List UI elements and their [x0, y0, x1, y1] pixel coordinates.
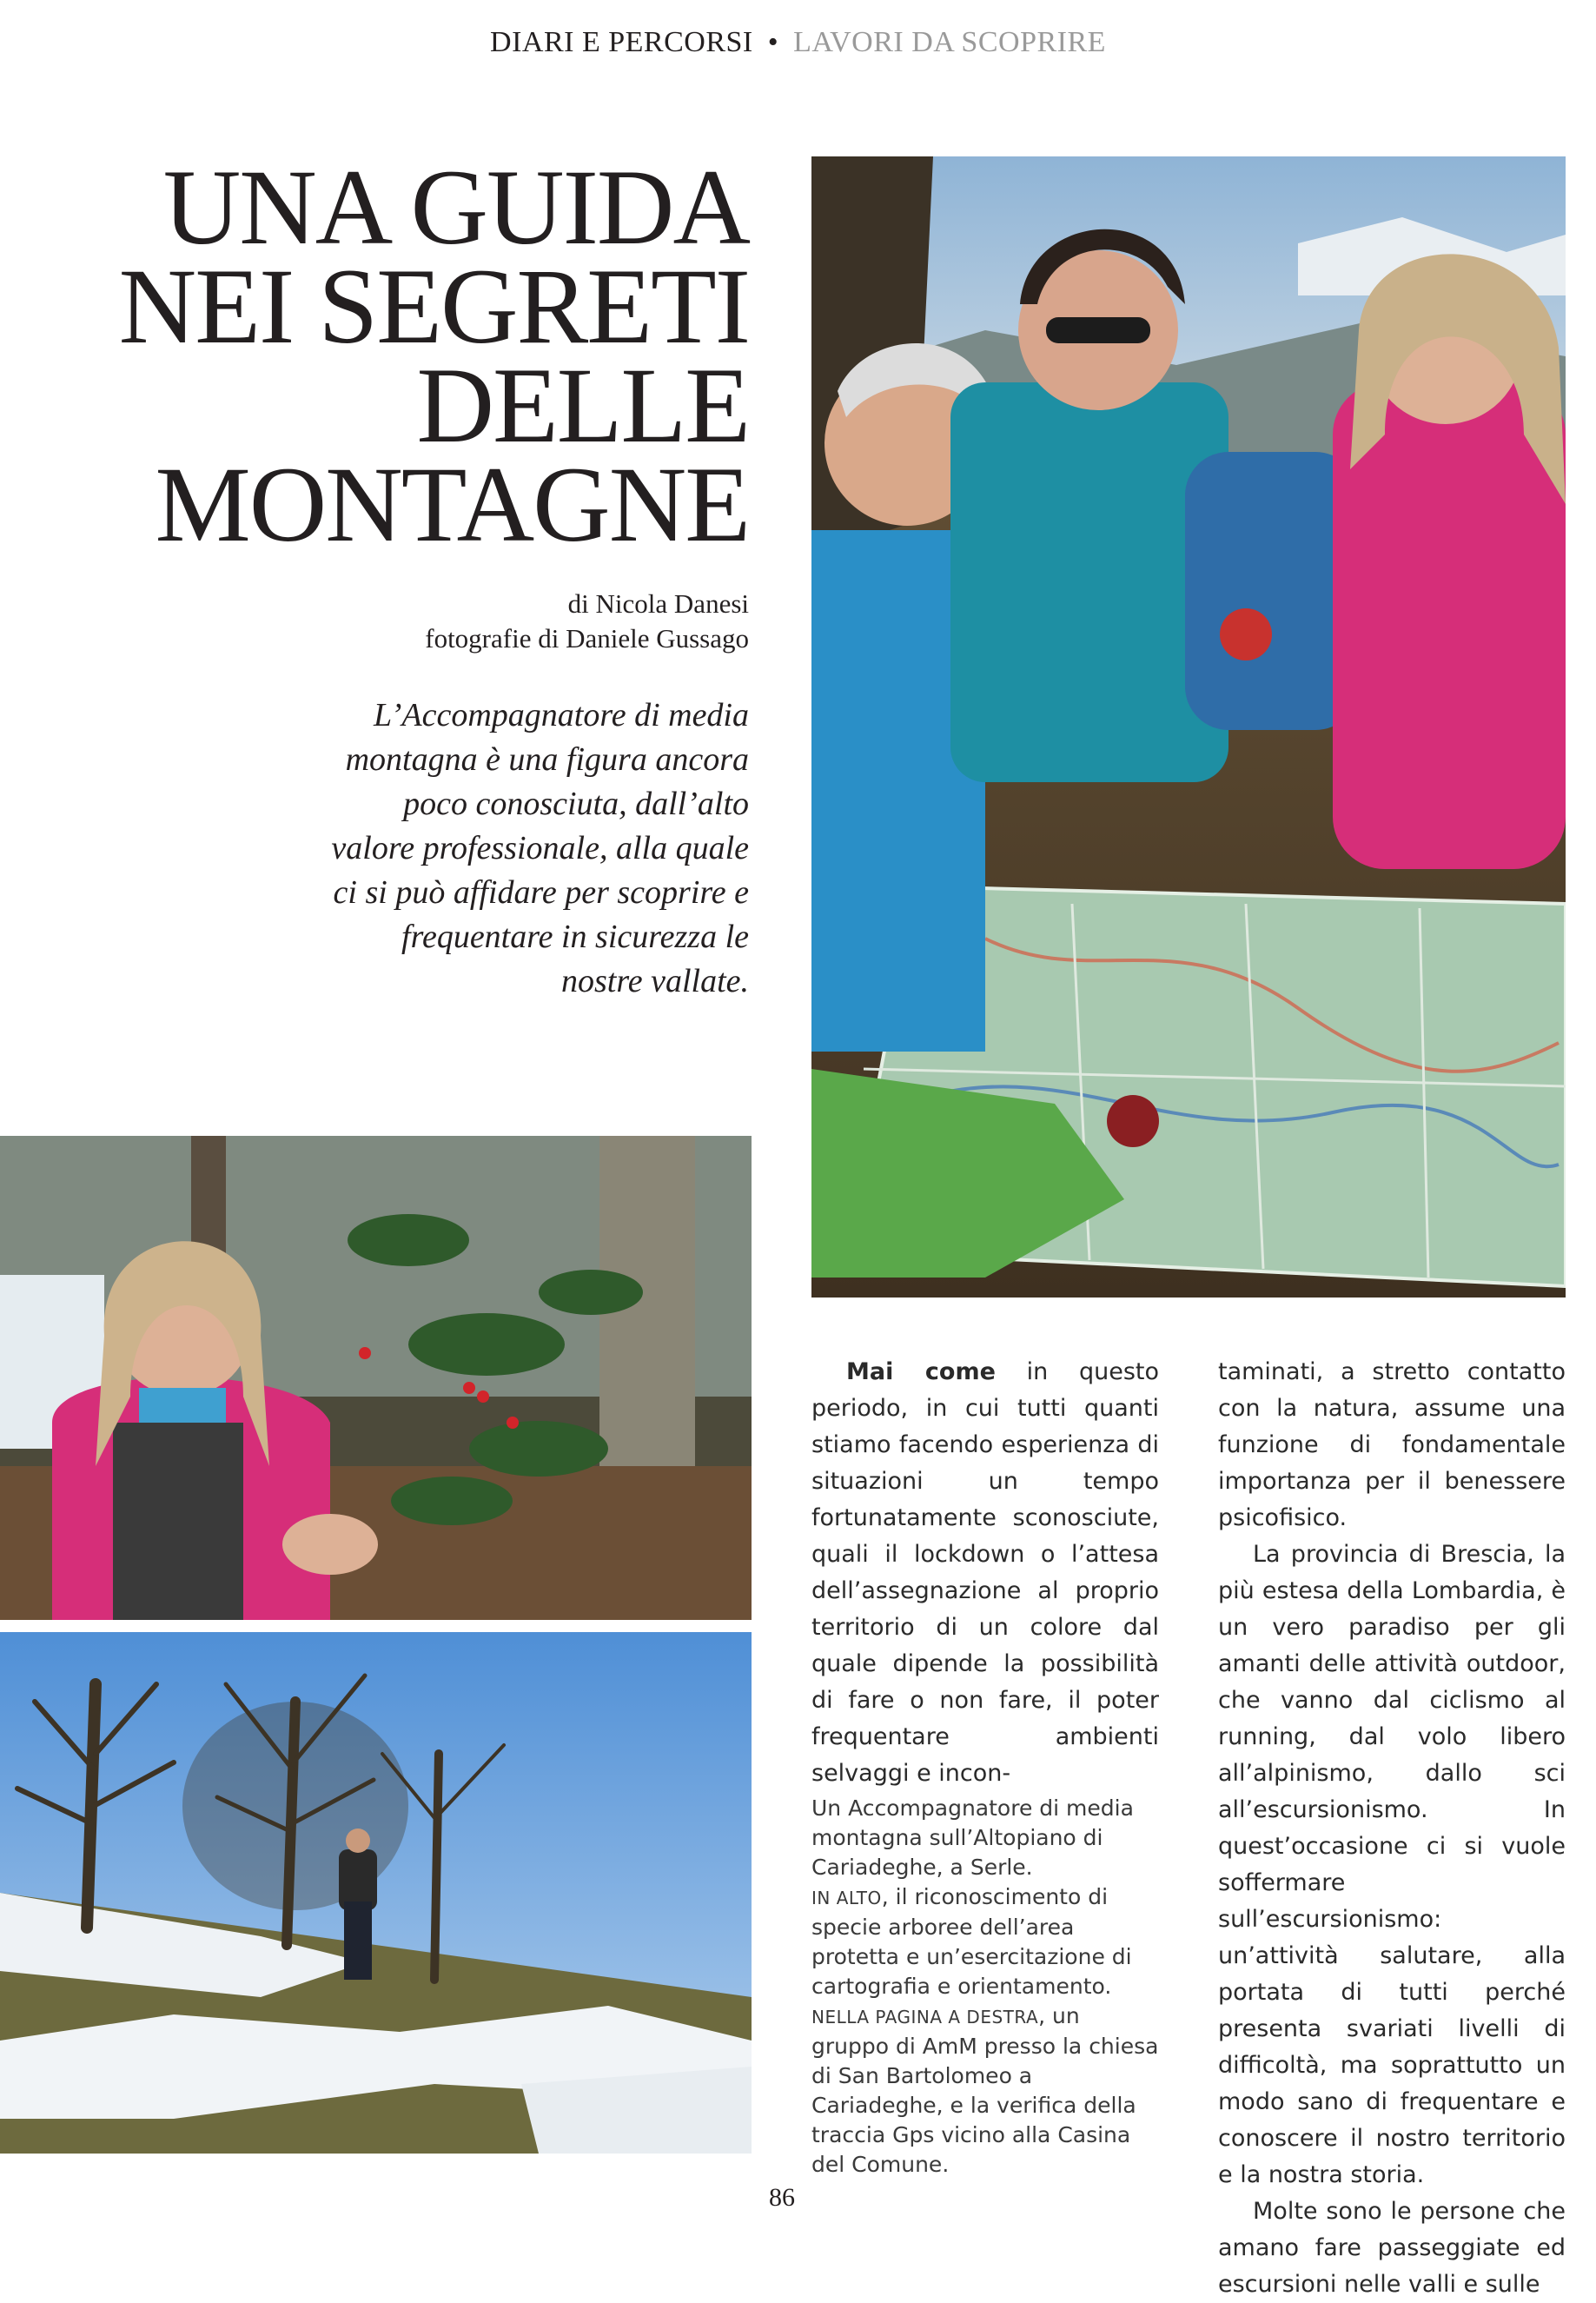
caption-part-1: Un Accompagnatore di media montagna sull’Altopiano di Cariadeghe, a Serle. [811, 1795, 1134, 1880]
header-bullet: • [767, 26, 779, 58]
body-paragraph: Molte sono le persone che amano fare passeggiate ed escursioni nelle valli e sulle [1218, 2198, 1566, 2298]
subsection-label: LAVORI DA SCOPRIRE [793, 26, 1106, 58]
caption-label-in-alto: IN ALTO [811, 1888, 882, 1908]
title-line: MONTAGNE [155, 445, 749, 564]
byline [261, 587, 749, 656]
photo-holly-recognition [0, 1136, 752, 1620]
photo-credit: fotografie di Daniele Gussago [425, 623, 749, 654]
caption-part-3 [811, 2001, 1159, 2180]
author-credit: di Nicola Danesi [567, 588, 749, 619]
section-label: DIARI E PERCORSI [490, 26, 753, 58]
body-paragraph [811, 1354, 1159, 1792]
lead-paragraph: L’Accompagnatore di media montagna è una figura ancora poco conosciuta, dall’alto valore professionale, alla quale ci si può affidare per scoprire e frequentare in sicurezza le nostre vallate. [331, 697, 749, 999]
body-paragraph: taminati, a stretto contatto con la natura, assume una funzione di fondamentale importanza per il benessere psicofisico. [1218, 1358, 1566, 1531]
running-header [0, 26, 1596, 59]
photo-map-reading [811, 156, 1566, 1298]
body-column-1 [811, 1354, 1159, 1792]
title-line: NEI SEGRETI [118, 247, 749, 366]
caption-text: , il riconoscimento di specie arboree dell’area protetta e un’esercitazione di cartografia e orientamento. [811, 1884, 1132, 1999]
caption-part-2 [811, 1882, 1159, 2001]
lead-in: Mai come [846, 1358, 996, 1385]
title-line: UNA GUIDA [162, 148, 749, 267]
page-number: 86 [769, 2183, 795, 2212]
article-title [87, 148, 749, 564]
body-text: in questo periodo, in cui tutti quanti stiamo facendo esperienza di situazioni un tempo fortunatamente sconosciute, quali il lockdown o l’attesa dell’assegnazione al proprio territorio di un colore dal quale dipende la possibilità di fare o non fare, il poter frequentare ambienti selvaggi e incon- [811, 1358, 1159, 1787]
caption-text: , un gruppo di AmM presso la chiesa di San Bartolomeo a Cariadeghe, e la verifica della traccia Gps vicino alla Casina del Comune. [811, 2003, 1159, 2177]
body-column-2 [1218, 1354, 1566, 2303]
photo-hiker-snow [0, 1632, 752, 2154]
photo-caption [811, 1794, 1159, 2180]
body-paragraph: La provincia di Brescia, la più estesa della Lombardia, è un vero paradiso per gli amanti delle attività outdoor, che vanno dal ciclismo al running, dal volo libero all’alpinismo, dallo sci all’escursionismo. In quest’occasione ci si vuole soffermare sull’escursionismo: un’attività salutare, alla portata di tutti perché presenta svariati livelli di difficoltà, ma soprattutto un modo sano di frequentare e conoscere il nostro territorio e la nostra storia. [1218, 1541, 1566, 2188]
title-line: DELLE [416, 346, 749, 465]
caption-label-pagina-destra: NELLA PAGINA A DESTRA [811, 2007, 1039, 2028]
